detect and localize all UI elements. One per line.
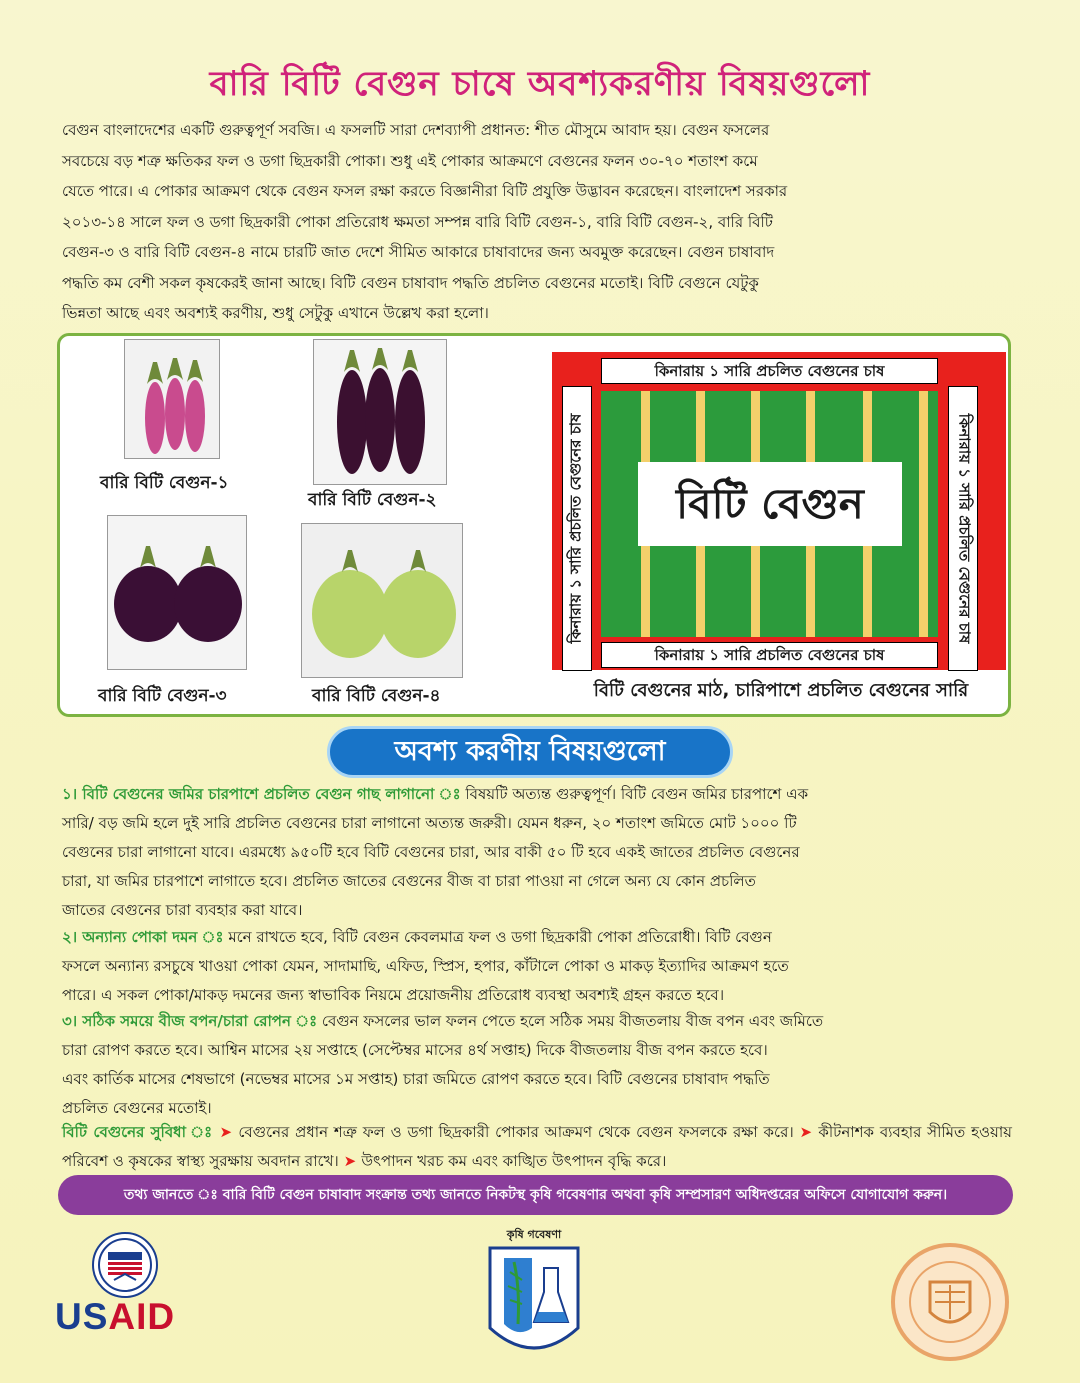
intro-line: পদ্ধতি কম বেশী সকল কৃষকেরই জানা আছে। বিটি বেগুন চাষাবাদ পদ্ধতি প্রচলিত বেগুনের মতোই। বিটি বেগুনে যেটুকু <box>62 273 759 292</box>
page-title: বারি বিটি বেগুন চাষে অবশ্যকরণীয় বিষয়গুলো <box>209 64 871 104</box>
variety-photo-1 <box>124 339 220 459</box>
point-line: ১। বিটি বেগুনের জমির চারপাশে প্রচলিত বেগুন গাছ লাগানো ঃ বিষয়টি অত্যন্ত গুরুত্বপূর্ণ। বিটি বেগুন জমির চারপাশে এক <box>62 785 809 803</box>
variety-label-1: বারি বিটি বেগুন-১ <box>100 473 229 493</box>
point-line: এবং কার্তিক মাসের শেষভাগে (নভেম্বর মাসের ১ম সপ্তাহ) চারা জমিতে রোপণ করতে হবে। বিটি বেগুনের চাষাবাদ পদ্ধতি <box>62 1070 770 1088</box>
field-center-label: বিটি বেগুন <box>638 462 902 546</box>
benefit-item: বেগুনের প্রধান শত্রু ফল ও ডগা ছিদ্রকারী পোকার আক্রমণ থেকে বেগুন ফসলকে রক্ষা করে। <box>238 1123 800 1141</box>
point-line: চারা রোপণ করতে হবে। আশ্বিন মাসের ২য় সপ্তাহে (সেপ্টেম্বর মাসের ৪র্থ সপ্তাহ) দিকে বীজতলায় বীজ বপন করতে হবে। <box>62 1041 768 1059</box>
field-border-left <box>562 386 592 671</box>
intro-paragraph <box>62 115 1014 329</box>
usaid-seal <box>92 1232 158 1298</box>
point-line: পারে। এ সকল পোকা/মাকড় দমনের জন্য স্বাভাবিক নিয়মে প্রয়োজনীয় প্রতিরোধ ব্যবস্থা অবশ্যই গ্রহন করতে হবে। <box>62 986 725 1004</box>
bari-emblem-icon <box>474 1228 594 1376</box>
point-line: সারি/ বড় জমি হলে দুই সারি প্রচলিত বেগুনের চারা লাগানো অত্যন্ত জরুরী। যেমন ধরুন, ২০ শতাংশ জমিতে মোট ১০০০ টি <box>62 814 797 832</box>
field-row-bar <box>919 391 928 637</box>
point-heading: ২। অন্যান্য পোকা দমন ঃ <box>62 928 224 946</box>
arrow-icon: ➤ <box>343 1152 362 1170</box>
point-line: জাতের বেগুনের চারা ব্যবহার করা যাবে। <box>62 901 303 919</box>
bari-logo-title: কৃষি গবেষণা <box>506 1228 562 1241</box>
cornell-seal-icon <box>895 1247 1005 1357</box>
intro-line: ভিন্নতা আছে এবং অবশ্যই করণীয়, শুধু সেটুকু এখানে উল্লেখ করা হলো। <box>62 304 489 322</box>
variety-label-3: বারি বিটি বেগুন-৩ <box>98 686 227 706</box>
cornell-seal <box>891 1243 1009 1361</box>
eggplant-3-icon <box>108 516 248 671</box>
usaid-seal-icon <box>94 1234 156 1296</box>
benefit-item: কীটনাশক ব্যবহার সীমিত হওয়ায় পরিবেশ ও কৃষকের স্বাস্থ্য সুরক্ষায় অবদান রাখে। <box>62 1123 1013 1170</box>
point-1 <box>62 780 1012 925</box>
usaid-logo-us: US <box>55 1296 109 1337</box>
point-line: ৩। সঠিক সময়ে বীজ বপন/চারা রোপন ঃ বেগুন ফসলের ভাল ফলন পেতে হলে সঠিক সময় বীজতলায় বীজ বপন এবং জমিতে <box>62 1012 824 1030</box>
point-3 <box>62 1007 1012 1123</box>
benefits <box>62 1118 1012 1176</box>
arrow-icon: ➤ <box>219 1123 239 1141</box>
field-border-left-label: কিনারায় ১ সারি প্রচলিত বেগুনের চাষ <box>566 413 585 644</box>
variety-photo-4 <box>301 523 463 678</box>
point-heading: ৩। সঠিক সময়ে বীজ বপন/চারা রোপন ঃ <box>62 1012 318 1030</box>
point-line: চারা, যা জমির চারপাশে লাগাতে হবে। প্রচলিত জাতের বেগুনের বীজ বা চারা পাওয়া না গেলে অন্য যে কোন প্রচলিত <box>62 872 756 890</box>
field-border-right-label: কিনারায় ১ সারি প্রচলিত বেগুনের চাষ <box>955 413 974 644</box>
eggplant-1-icon <box>125 340 221 460</box>
point-heading: ১। বিটি বেগুনের জমির চারপাশে প্রচলিত বেগুন গাছ লাগানো ঃ <box>62 785 461 803</box>
benefits-heading: বিটি বেগুনের সুবিধা ঃ <box>62 1123 220 1141</box>
field-border-top: কিনারায় ১ সারি প্রচলিত বেগুনের চাষ <box>601 358 938 384</box>
usaid-logo <box>55 1296 175 1338</box>
usaid-logo-aid: AID <box>108 1296 176 1337</box>
intro-line: যেতে পারে। এ পোকার আক্রমণ থেকে বেগুন ফসল রক্ষা করতে বিজ্ঞানীরা বিটি প্রযুক্তি উদ্ভাবন করেছেন। বাংলাদেশ সরকার <box>62 182 788 200</box>
intro-line: সবচেয়ে বড় শত্রু ক্ষতিকর ফল ও ডগা ছিদ্রকারী পোকা। শুধু এই পোকার আক্রমণে বেগুনের ফলন ৩০-৭০ শতাংশ কমে <box>62 151 758 170</box>
point-line: ফসলে অন্যান্য রসচুষে খাওয়া পোকা যেমন, সাদামাছি, এফিড, স্প্রিস, হপার, কাঁটালে পোকা ও মাকড় ইত্যাদির আক্রমণ হতে <box>62 957 789 975</box>
point-line: বেগুনের চারা লাগানো যাবে। এরমধ্যে ৯৫০টি হবে বিটি বেগুনের চারা, আর বাকী ৫০ টি হবে একই জাতের প্রচলিত বেগুনের <box>62 843 800 861</box>
field-border-right <box>948 386 978 671</box>
intro-line: বেগুন বাংলাদেশের একটি গুরুত্বপূর্ণ সবজি। এ ফসলটি সারা দেশব্যাপী প্রধানত: শীত মৌসুমে আবাদ হয়। বেগুন ফসলের <box>62 121 770 139</box>
variety-label-2: বারি বিটি বেগুন-২ <box>308 490 437 510</box>
info-bar: তথ্য জানতে ঃ বারি বিটি বেগুন চাষাবাদ সংক্রান্ত তথ্য জানতে নিকটস্থ কৃষি গবেষণার অথবা কৃষি সম্প্রসারণ অধিদপ্তরের অফিসে যোগাযোগ করুন। <box>58 1175 1013 1215</box>
intro-line: ২০১৩-১৪ সালে ফল ও ডগা ছিদ্রকারী পোকা প্রতিরোধ ক্ষমতা সম্পন্ন বারি বিটি বেগুন-১, বারি বিটি বেগুন-২, বারি বিটি <box>62 212 773 231</box>
arrow-icon: ➤ <box>799 1123 819 1141</box>
variety-photo-2 <box>313 339 447 485</box>
field-caption: বিটি বেগুনের মাঠ, চারিপাশে প্রচলিত বেগুনের সারি <box>593 680 969 701</box>
bari-logo <box>474 1228 594 1376</box>
point-line: ২। অন্যান্য পোকা দমন ঃ মনে রাখতে হবে, বিটি বেগুন কেবলমাত্র ফল ও ডগা ছিদ্রকারী পোকা প্রতিরোধী। বিটি বেগুন <box>62 928 772 946</box>
eggplant-2-icon <box>314 340 448 486</box>
section-banner: অবশ্য করণীয় বিষয়গুলো <box>327 726 733 778</box>
field-border-bottom: কিনারায় ১ সারি প্রচলিত বেগুনের চাষ <box>601 642 938 668</box>
intro-line: বেগুন-৩ ও বারি বিটি বেগুন-৪ নামে চারটি জাত দেশে সীমিত আকারে চাষাবাদের জন্য অবমুক্ত করেছেন। বেগুন চাষাবাদ <box>62 243 775 261</box>
variety-label-4: বারি বিটি বেগুন-৪ <box>312 686 441 706</box>
variety-photo-3 <box>107 515 247 670</box>
benefits-line <box>62 1118 1012 1176</box>
point-line: প্রচলিত বেগুনের মতোই। <box>62 1099 212 1117</box>
eggplant-4-icon <box>302 524 464 679</box>
benefit-item: উৎপাদন খরচ কম এবং কাঙ্খিত উৎপাদন বৃদ্ধি করে। <box>361 1152 667 1170</box>
point-2 <box>62 923 1012 1010</box>
